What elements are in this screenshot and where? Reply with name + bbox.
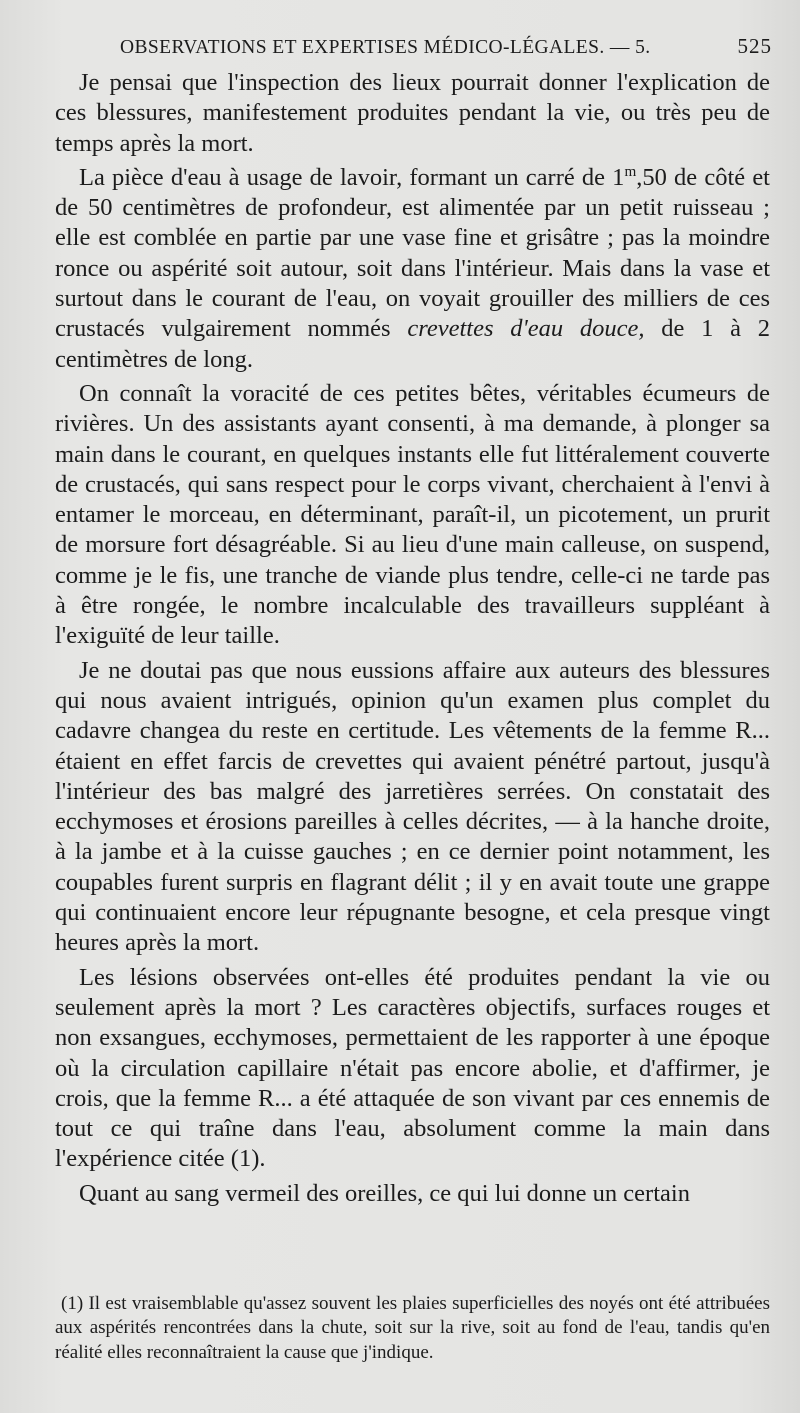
body-text — [55, 68, 770, 1209]
paragraph-2-end: de 1 à 2 centimètres de long. — [55, 315, 771, 373]
paragraph-2 — [55, 163, 770, 375]
footnote-text: (1) Il est vraisemblable qu'assez souvent les plaies superficielles des noyés ont été attribuées aux aspérités rencontrées dans la chute, soit sur la rive, soit au fond de l'eau, tandis qu'en réalité elles reconnaîtraient la cause que j'indique. — [55, 1293, 770, 1363]
paragraph-3: On connaît la voracité de ces petites bêtes, véritables écumeurs de rivières. Un des assistants ayant consenti, à ma demande, à plonger sa main dans le courant, en quelques instants elle fut littéralement couverte de crustacés, qui sans respect pour le corps vivant, cherchaient à l'envi à entamer le morceau, en déterminant, paraît-il, un picotement, un prurit de morsure fort désagréable. Si au lieu d'une main calleuse, on suspend, comme je le fis, une tranche de viande plus tendre, celle-ci ne tarde pas à être rongée, le nombre incalculable des travailleurs suppléant à l'exiguïté de leur taille. — [55, 379, 770, 650]
running-head — [120, 34, 772, 59]
paragraph-1: Je pensai que l'inspection des lieux pourrait donner l'explication de ces blessures, manifestement produites pendant la vie, ou très peu de temps après la mort. — [55, 69, 770, 157]
paragraph-5: Les lésions observées ont-elles été produites pendant la vie ou seulement après la mort ? Les caractères objectifs, surfaces rouges et non exsangues, ecchymoses, permettaient de les rapporter à une époque où la circulation capillaire n'était pas encore abolie, et d'affirmer, je crois, que la femme R... a été attaquée de son vivant par ces ennemis de tout ce qui traîne dans l'eau, absolument comme la main dans l'expérience citée (1). — [55, 963, 770, 1173]
running-title: OBSERVATIONS ET EXPERTISES MÉDICO-LÉGALES. — 5. — [120, 37, 651, 58]
italic-term: crevettes d'eau douce, — [407, 315, 645, 343]
paragraph-6: Quant au sang vermeil des oreilles, ce qui lui donne un certain — [79, 1179, 690, 1207]
footnote — [55, 1292, 770, 1365]
paragraph-2-start: La pièce d'eau à usage de lavoir, formant un carré de 1 — [79, 163, 625, 191]
page-number: 525 — [737, 34, 772, 58]
paragraph-4: Je ne doutai pas que nous eussions affaire aux auteurs des blessures qui nous avaient intrigués, opinion qu'un examen plus complet du cadavre changea du reste en certitude. Les vêtements de la femme R... étaient en effet farcis de crevettes qui avaient pénétré partout, jusqu'à l'intérieur des bas malgré des jarretières serrées. On constatait des ecchymoses et érosions pareilles à celles décrites, — à la hanche droite, à la jambe et à la cuisse gauches ; en ce dernier point notamment, les coupables furent surpris en flagrant délit ; il y en avait toute une grappe qui continuaient encore leur répugnante besogne, et cela presque vingt heures après la mort. — [55, 656, 770, 957]
metre-superscript: m — [624, 162, 637, 180]
paragraph-2-middle: ,50 de côté et de 50 centimètres de profondeur, est alimentée par un petit ruisseau ; elle est comblée en partie par une vase fine et grisâtre ; pas la moindre ronce ou aspérité soit autour, soit dans l'intérieur. Mais dans la vase et surtout dans le courant de l'eau, on voyait grouiller des milliers de ces crustacés vulgairement nommés — [55, 163, 770, 343]
